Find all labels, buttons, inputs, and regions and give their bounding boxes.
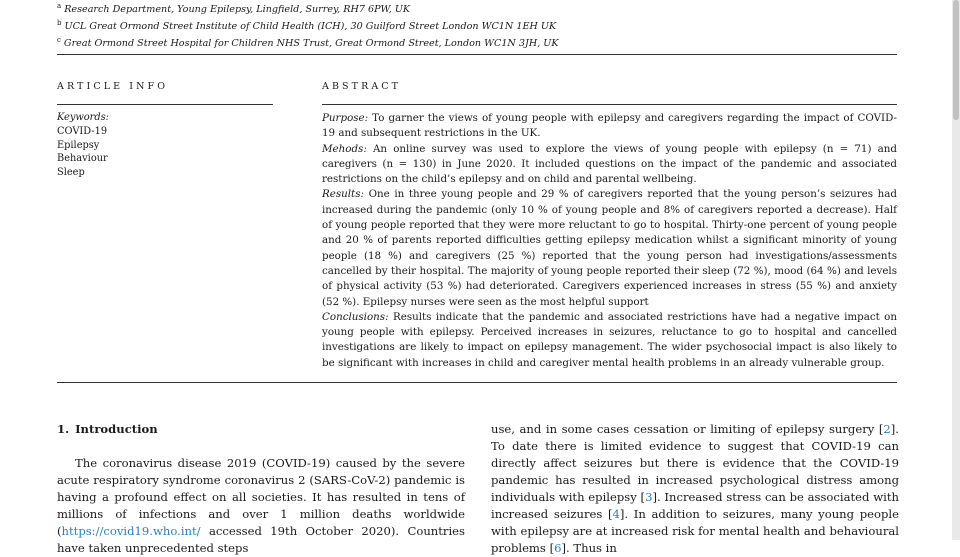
- affiliation-c: $^c$ Great Ormond Street Hospital for Children NHS Trust, Great Ormond Street, London WC1N 3JH, UK: [57, 35, 559, 49]
- article-info-heading: ARTICLE INFO: [57, 81, 169, 92]
- body-column-right: [491, 421, 899, 557]
- affiliations: [57, 0, 897, 50]
- abstract-conclusions: Conclusions: Results indicate that the pandemic and associated restrictions have had a negative impact on young people with epilepsy. Perceived increases in seizures, reluctance to go to hospital and cancelled investigations are likely to impact on epilepsy management. The wider psychosocial impact is also likely to be significant with increases in child and caregiver mental health problems in an already vulnerable group.: [322, 310, 897, 369]
- abstract-divider: [322, 104, 897, 105]
- citation-link[interactable]: 6: [554, 541, 562, 555]
- citation-link[interactable]: 2: [883, 422, 891, 436]
- intro-paragraph-continued: use, and in some cases cessation or limiting of epilepsy surgery [2]. To date there is limited evidence to suggest that COVID-19 can directly affect seizures but there is evidence that the COVID-19 pandemic has resulted in increased psychological distress among individuals with epilepsy [3]. Increased stress can be associated with increased seizures [4]. In addition to seizures, many young people with epilepsy are at increased risk for mental health and behavioural problems [6]. Thus in: [491, 422, 899, 555]
- keyword-item: COVID-19: [57, 125, 108, 137]
- keyword-item: Behaviour: [57, 153, 108, 165]
- abstract-purpose: Purpose: To garner the views of young people with epilepsy and caregivers regarding the impact of COVID-19 and subsequent restrictions in the UK.: [322, 112, 898, 140]
- who-covid-link[interactable]: https://covid19.who.int/: [61, 524, 201, 538]
- body-column-left: [57, 421, 465, 557]
- article-info-divider: [57, 104, 273, 105]
- keyword-item: Epilepsy: [57, 139, 100, 151]
- abstract-body: [322, 111, 897, 371]
- abstract-results: Results: One in three young people and 29 % of caregivers reported that the young person’s seizures had increased during the pandemic (only 10 % of young people and 8% of caregivers reported a decrease). Half of young people reported that they were more reluctant to go to hospital. Thirty-one percent of young people and 20 % of parents reported difficulties getting epilepsy medication whilst a significant minority of young people (18 %) and caregivers (25 %) reported that the young person had investigations/assessments cancelled by their hospital. The majority of young people reported their sleep (72 %), mood (64 %) and levels of physical activity (53 %) had deteriorated. Caregivers experienced increases in stress (55 %) and anxiety (52 %). Epilepsy nurses were seen as the most helpful support: [322, 188, 897, 308]
- keyword-item: Sleep: [57, 167, 85, 179]
- affiliation-a: $^a$ Research Department, Young Epilepsy, Lingfield, Surrey, RH7 6PW, UK: [57, 2, 411, 16]
- intro-paragraph: The coronavirus disease 2019 (COVID-19) caused by the severe acute respiratory syndrome coronavirus 2 (SARS-CoV-2) pandemic is having a profound effect on all societies. It has resulted in tens of millions of infections and over 1 million deaths worldwide (https://covid19.who.int/ accessed 19th October 2020). Countries have taken unprecedented steps: [57, 456, 465, 555]
- affiliation-b: $^b$ UCL Great Ormond Street Institute of Child Health (ICH), 30 Guilford Street London WC1N 1EH UK: [57, 18, 557, 32]
- keywords-block: [57, 111, 257, 180]
- abstract-bottom-divider: [57, 382, 897, 383]
- section-heading: 1. Introduction: [57, 422, 158, 436]
- citation-link[interactable]: 4: [612, 507, 620, 521]
- abstract-heading: ABSTRACT: [322, 81, 402, 92]
- scrollbar-thumb[interactable]: [953, 0, 959, 120]
- header-divider: [57, 54, 897, 55]
- viewer-scrollbar[interactable]: [952, 0, 960, 540]
- abstract-methods: Mehods: An online survey was used to explore the views of young people with epilepsy (n = 71) and caregivers (n = 130) in June 2020. It included questions on the impact of the pandemic and associated restrictions on the child’s epilepsy and on child and parental wellbeing.: [322, 142, 897, 186]
- citation-link[interactable]: 3: [645, 490, 653, 504]
- keywords-label: Keywords:: [57, 112, 109, 123]
